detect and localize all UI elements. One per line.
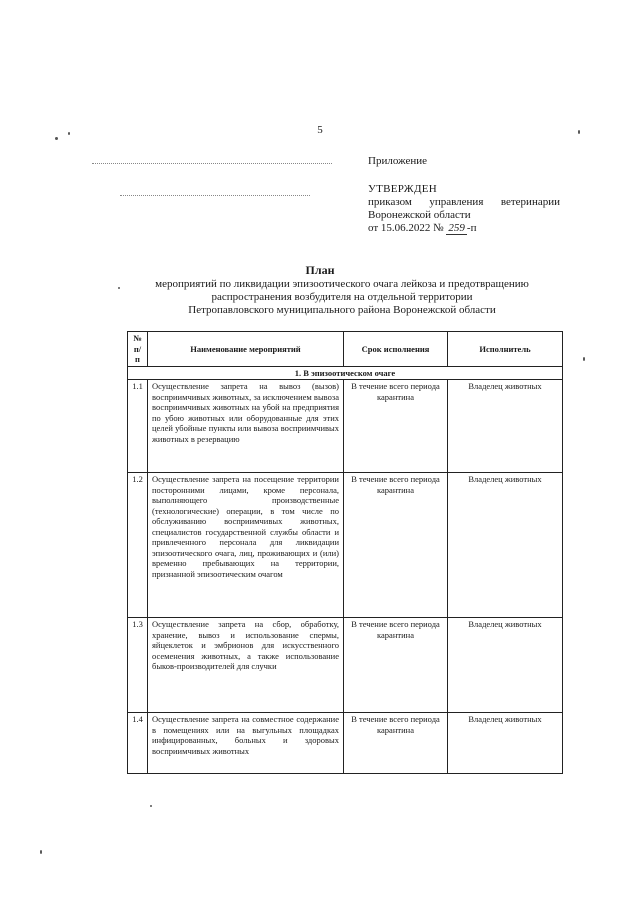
row-term: В течение всего периода карантина	[344, 380, 448, 473]
row-measure: Осуществление запрета на совместное содержание в помещениях или на выгульных площадках инфицированных, больных и здоровых восприимчивых животных	[148, 713, 344, 774]
row-executor: Владелец животных	[448, 713, 563, 774]
header-executor: Исполнитель	[448, 332, 563, 367]
table-row	[128, 618, 563, 713]
table-row	[128, 380, 563, 473]
plan-subtitle-line-3: Петропавловского муниципального района Воронежской области	[188, 304, 496, 316]
section-title: 1. В эпизоотическом очаге	[128, 366, 563, 380]
header-num: № п/п	[128, 332, 148, 367]
approval-block	[368, 183, 560, 235]
approval-line-1: приказом управления ветеринарии	[368, 196, 560, 208]
table-row	[128, 713, 563, 774]
scan-artifact	[118, 287, 120, 289]
row-num: 1.3	[128, 618, 148, 713]
scan-artifact	[583, 357, 585, 361]
row-executor: Владелец животных	[448, 473, 563, 618]
row-executor: Владелец животных	[448, 618, 563, 713]
table-header-row	[128, 332, 563, 367]
row-measure: Осуществление запрета на сбор, обработку, хранение, вывоз и использование спермы, яйцеклеток и эмбрионов для искусственного осеменения животных, а также использование быков-производителей для случки	[148, 618, 344, 713]
row-term: В течение всего периода карантина	[344, 473, 448, 618]
approval-title: УТВЕРЖДЕН	[368, 183, 438, 195]
order-suffix: -п	[466, 222, 477, 234]
plan-title: План	[305, 263, 335, 277]
header-term: Срок исполнения	[344, 332, 448, 367]
row-num: 1.4	[128, 713, 148, 774]
header-name: Наименование мероприятий	[148, 332, 344, 367]
row-term: В течение всего периода карантина	[344, 713, 448, 774]
section-row	[128, 366, 563, 380]
order-line	[368, 222, 560, 235]
scan-artifact	[55, 137, 58, 140]
appendix-label: Приложение	[368, 155, 428, 167]
table-row	[128, 473, 563, 618]
row-measure: Осуществление запрета на посещение территории посторонними лицами, кроме персонала, выполняющего производственные (технологические) операции, в том числе по обслуживанию восприимчивых животных, специалистов государственной службы области и привлеченного персонала для ликвидации эпизоотического очага, лиц, проживающих и (или) временно пребывающих на территории, признанной эпизоотическим очагом	[148, 473, 344, 618]
order-number: 259	[448, 222, 465, 234]
scan-artifact	[150, 805, 152, 807]
row-measure: Осуществление запрета на вывоз (вызов) восприимчивых животных, за исключением вывоза восприимчивых животных на убой на предприятия по убою животных или оборудованные для этих целей убойные пункты или вывоза восприимчивых животных в резервацию	[148, 380, 344, 473]
measures-table	[127, 331, 563, 774]
approval-line-2: Воронежской области	[368, 209, 471, 221]
plan-subtitle-line-1: мероприятий по ликвидации эпизоотического очага лейкоза и предотвращению	[155, 278, 529, 290]
page-number: 5	[317, 124, 323, 136]
plan-subtitle	[130, 278, 554, 317]
row-num: 1.2	[128, 473, 148, 618]
order-prefix: от 15.06.2022 №	[368, 222, 444, 234]
row-executor: Владелец животных	[448, 380, 563, 473]
scan-artifact	[120, 195, 310, 196]
row-term: В течение всего периода карантина	[344, 618, 448, 713]
scan-artifact	[40, 850, 42, 854]
row-num: 1.1	[128, 380, 148, 473]
scan-artifact	[92, 163, 332, 164]
plan-subtitle-line-2: распространения возбудителя на отдельной территории	[211, 291, 473, 303]
